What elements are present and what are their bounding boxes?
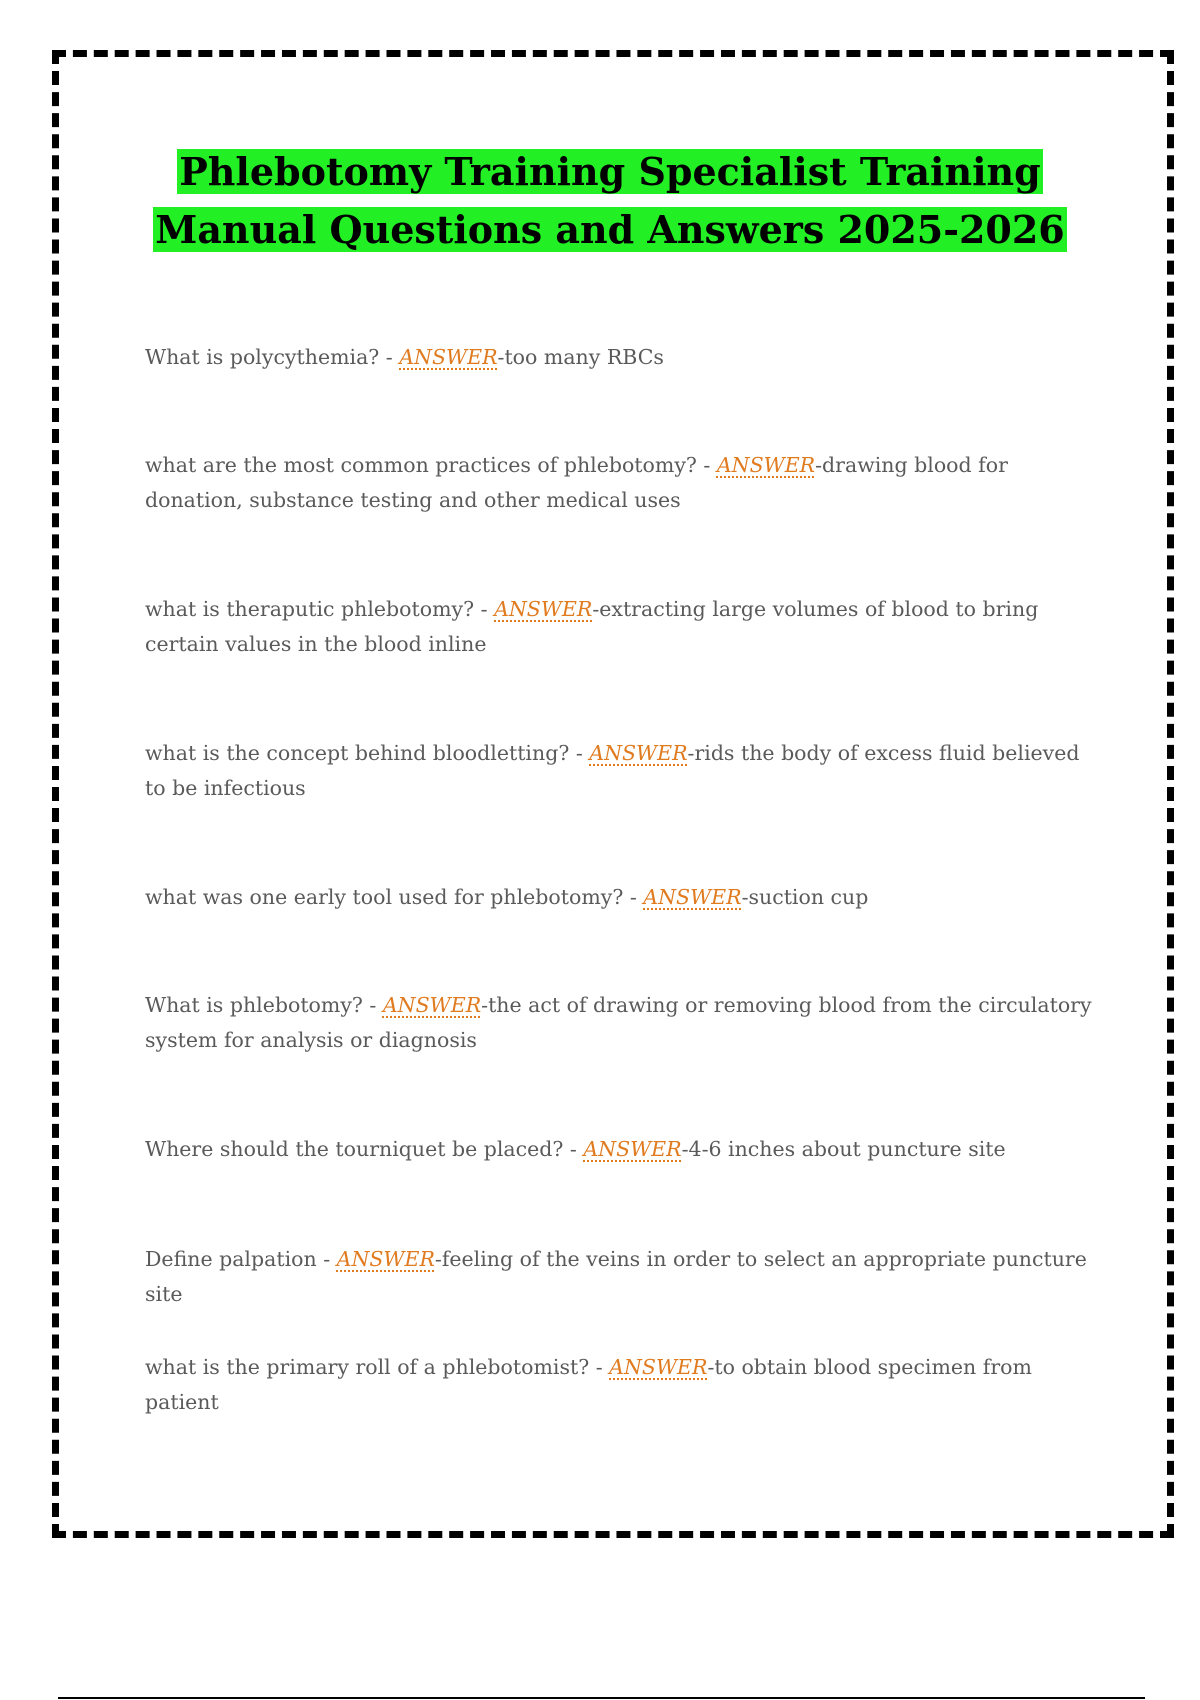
question-text: What is polycythemia? - xyxy=(145,345,400,369)
question-text: what is theraputic phlebotomy? - xyxy=(145,597,495,621)
title-line-2: Manual Questions and Answers 2025-2026 xyxy=(155,207,1065,252)
answer-label: ANSWER xyxy=(643,885,742,909)
qa-item xyxy=(145,1350,1095,1420)
qa-item xyxy=(145,1242,1095,1312)
title-line-1: Phlebotomy Training Specialist Training xyxy=(179,149,1041,194)
answer-label: ANSWER xyxy=(609,1355,708,1379)
qa-item xyxy=(145,448,1095,518)
qa-item xyxy=(145,592,1095,662)
answer-label: ANSWER xyxy=(589,741,688,765)
question-text: what is the primary roll of a phlebotomist? - xyxy=(145,1355,610,1379)
question-text: Define palpation - xyxy=(145,1247,337,1271)
qa-item xyxy=(145,340,1095,375)
footer-rule xyxy=(58,1697,1145,1699)
answer-label: ANSWER xyxy=(494,597,593,621)
answer-text: -too many RBCs xyxy=(497,345,664,369)
qa-item xyxy=(145,880,1095,915)
answer-label: ANSWER xyxy=(382,993,482,1017)
question-text: Where should the tourniquet be placed? - xyxy=(145,1137,584,1161)
question-text: what was one early tool used for phlebotomy? - xyxy=(145,885,644,909)
question-text: What is phlebotomy? - xyxy=(145,993,383,1017)
qa-item xyxy=(145,1132,1095,1167)
answer-text: -the act of drawing or removing blood from the circulatory system for analysis or diagnosis xyxy=(145,993,1092,1052)
answer-label: ANSWER xyxy=(399,345,498,369)
document-title xyxy=(100,143,1120,259)
qa-item xyxy=(145,988,1095,1058)
answer-label: ANSWER xyxy=(716,453,816,477)
question-text: what is the concept behind bloodletting? - xyxy=(145,741,590,765)
answer-text: -4-6 inches about puncture site xyxy=(681,1137,1006,1161)
answer-text: -rids the body of excess fluid believed to be infectious xyxy=(145,741,1080,800)
answer-text: -drawing blood for donation, substance testing and other medical uses xyxy=(145,453,1008,512)
answer-text: -extracting large volumes of blood to bring certain values in the blood inline xyxy=(145,597,1039,656)
answer-text: -feeling of the veins in order to select an appropriate puncture site xyxy=(145,1247,1087,1306)
answer-text: -to obtain blood specimen from patient xyxy=(145,1355,1032,1414)
qa-item xyxy=(145,736,1095,806)
answer-label: ANSWER xyxy=(336,1247,435,1271)
answer-label: ANSWER xyxy=(583,1137,682,1161)
question-text: what are the most common practices of phlebotomy? - xyxy=(145,453,717,477)
answer-text: -suction cup xyxy=(741,885,869,909)
